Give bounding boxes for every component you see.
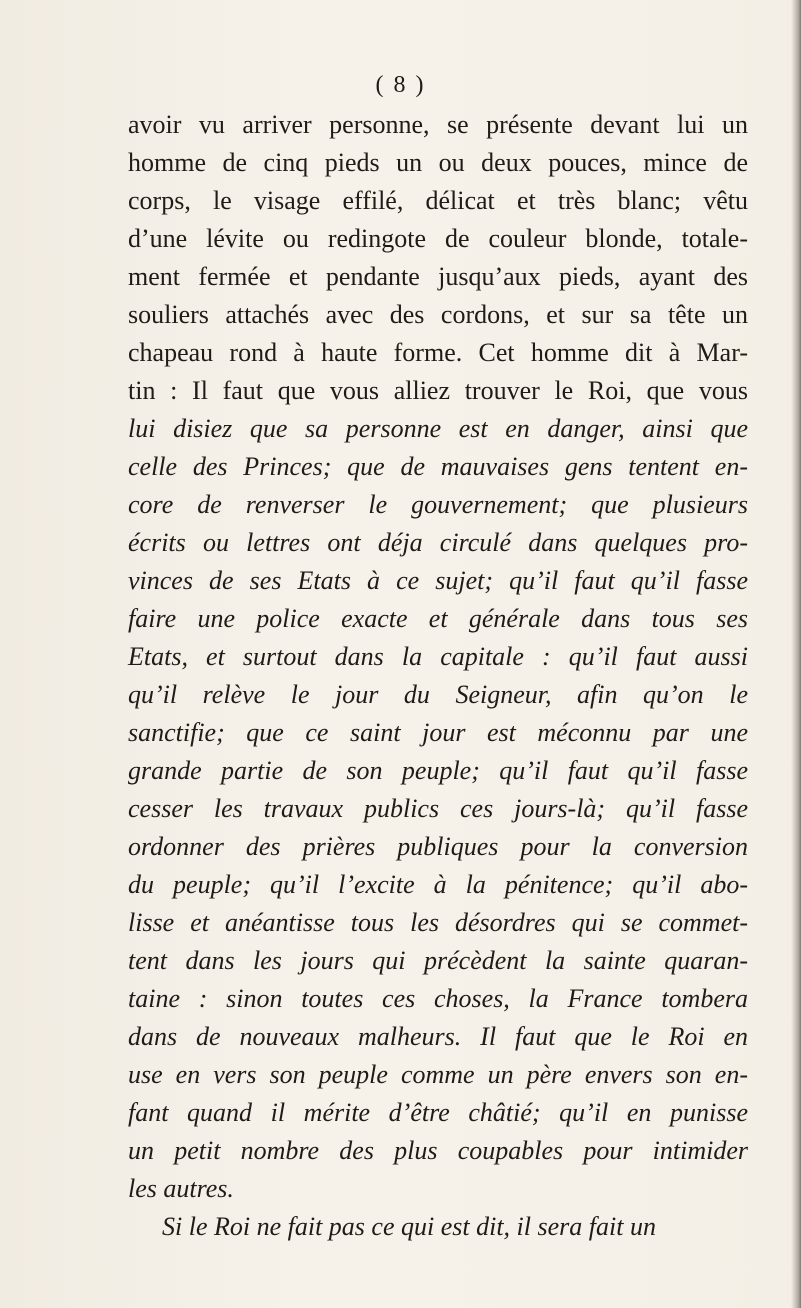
text-line: celle des Princes; que de mauvaises gens tentent en-: [128, 452, 748, 481]
text-line: corps, le visage effilé, délicat et très blanc; vêtu: [128, 186, 748, 215]
text-line: qu’il relève le jour du Seigneur, afin qu’on le: [128, 680, 748, 709]
text-line: homme de cinq pieds un ou deux pouces, mince de: [128, 148, 748, 177]
page-number: ( 8 ): [375, 72, 426, 98]
text-line: taine : sinon toutes ces choses, la France tombera: [128, 984, 748, 1013]
text-line: Si le Roi ne fait pas ce qui est dit, il sera fait un: [162, 1212, 656, 1241]
text-line: ment fermée et pendante jusqu’aux pieds, ayant des: [128, 262, 748, 291]
text-line: un petit nombre des plus coupables pour intimider: [128, 1136, 748, 1165]
body-text: [128, 106, 748, 1246]
text-line: vinces de ses Etats à ce sujet; qu’il faut qu’il fasse: [128, 566, 748, 595]
text-line: dans de nouveaux malheurs. Il faut que le Roi en: [128, 1022, 748, 1051]
text-line: souliers attachés avec des cordons, et sur sa tête un: [128, 300, 748, 329]
text-line: tin : Il faut que vous alliez trouver le Roi, que vous: [128, 376, 748, 405]
text-line: use en vers son peuple comme un père envers son en-: [128, 1060, 748, 1089]
text-line: écrits ou lettres ont déja circulé dans quelques pro-: [128, 528, 748, 557]
text-line: Etats, et surtout dans la capitale : qu’il faut aussi: [128, 642, 748, 671]
text-line: d’une lévite ou redingote de couleur blonde, totale-: [128, 224, 748, 253]
text-line: core de renverser le gouvernement; que plusieurs: [128, 490, 748, 519]
text-line: fant quand il mérite d’être châtié; qu’il en punisse: [128, 1098, 748, 1127]
text-line: lisse et anéantisse tous les désordres qui se commet-: [128, 908, 748, 937]
text-line: grande partie de son peuple; qu’il faut qu’il fasse: [128, 756, 748, 785]
text-line: cesser les travaux publics ces jours-là; qu’il fasse: [128, 794, 748, 823]
text-line: chapeau rond à haute forme. Cet homme dit à Mar-: [128, 338, 748, 367]
text-line: les autres.: [128, 1174, 234, 1203]
text-line: tent dans les jours qui précèdent la sainte quaran-: [128, 946, 748, 975]
page-edge-shadow: [791, 0, 801, 1308]
text-line: du peuple; qu’il l’excite à la pénitence; qu’il abo-: [128, 870, 748, 899]
text-line: lui disiez que sa personne est en danger, ainsi que: [128, 414, 748, 443]
text-line: faire une police exacte et générale dans tous ses: [128, 604, 748, 633]
text-line: ordonner des prières publiques pour la conversion: [128, 832, 748, 861]
text-line: avoir vu arriver personne, se présente devant lui un: [128, 110, 748, 139]
text-line: sanctifie; que ce saint jour est méconnu par une: [128, 718, 748, 747]
